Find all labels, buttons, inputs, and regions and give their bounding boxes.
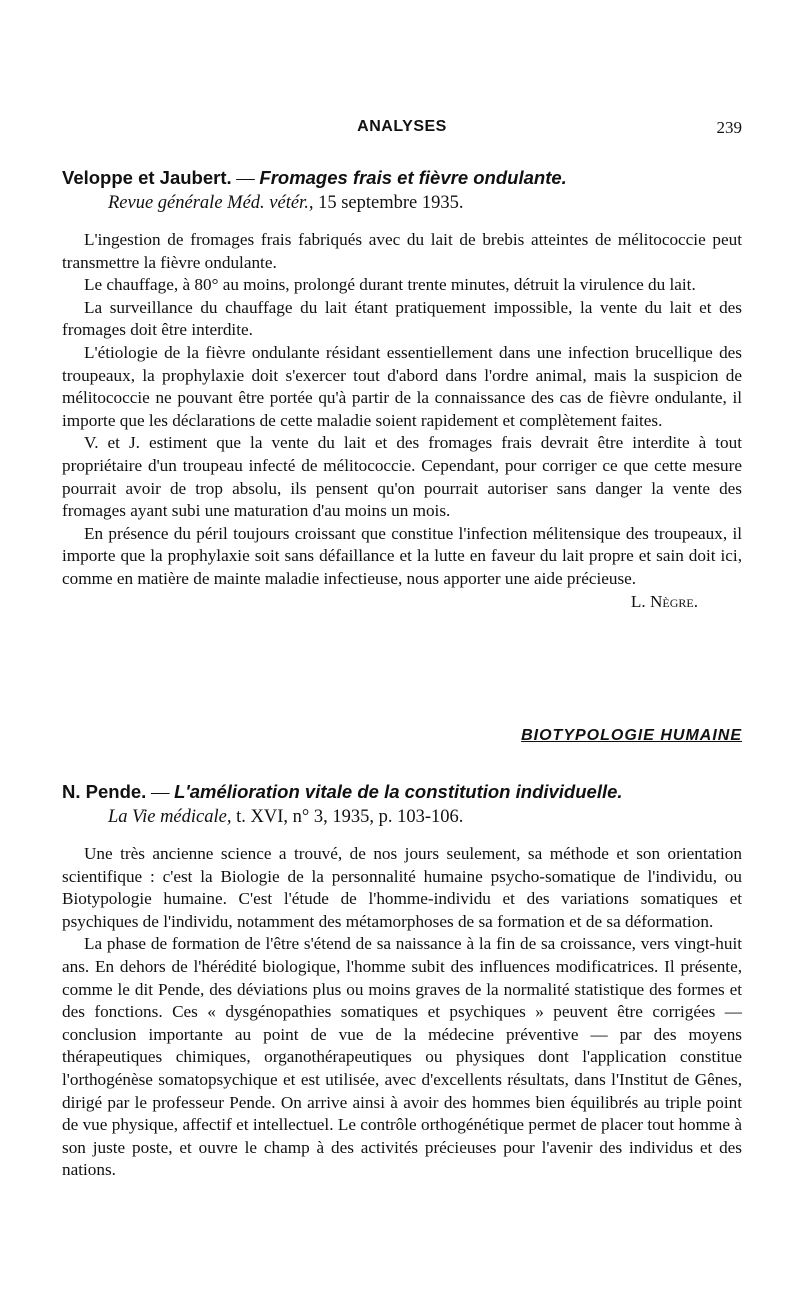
paragraph: L'ingestion de fromages frais fabriqués avec du lait de brebis atteintes de mélitococcie peut transmettre la fièvre ondulante. (62, 230, 742, 272)
paragraph: V. et J. estiment que la vente du lait et des fromages frais devrait être interdite à tout propriétaire d'un troupeau infecté de mélitococcie. Cependant, pour corriger ce que cette mesure pourrait avoir de trop absolu, ils pensent qu'on pourrait autoriser sans danger la vente des fromages ayant subi une maturation d'au moins un mois. (62, 433, 742, 521)
entry-title: Fromages frais et fièvre ondulante. (259, 167, 567, 188)
paragraph-text: En présence du péril toujours croissant que constitue l'infection mélitensique des troupeaux, il importe que la prophylaxie soit sans défaillance et la lutte en faveur du lait propre et sain doit ici, comme en matière de mainte maladie infectieuse, nous apporter une aide précieuse. (62, 523, 742, 588)
journal-name: Revue générale Méd. vétér., (108, 193, 314, 213)
running-head: ANALYSES (357, 118, 447, 135)
paragraph: La phase de formation de l'être s'étend de sa naissance à la fin de sa croissance, vers vingt-huit ans. En dehors de l'hérédité biologique, l'homme subit des influences modificatrices. Il présente, comme le dit Pende, des déviations plus ou moins graves de la normalité statistique des formes et des fonctions. Ces « dysgénopathies somatiques et psychiques » peuvent être corrigées — conclusion importante au point de vue de la médecine préventive — par des moyens thérapeutiques chimiques, organothérapeutiques ou physiques dont l'application constitue l'orthogénèse somatopsychique et est utilisée, avec d'excellents résultats, dans l'Institut de Gênes, dirigé par le professeur Pende. On arrive ainsi à avoir des hommes bien équilibrés au triple point de vue physique, affectif et intellectuel. Le contrôle orthogénétique permet de placer tout homme à son juste poste, et ouvre le champ à des activités précieuses pour l'avenir des individus et des nations. (62, 934, 742, 1180)
paragraph: Le chauffage, à 80° au moins, prolongé durant trente minutes, détruit la virulence du lait. (84, 275, 696, 295)
journal-name: La Vie médicale, (108, 807, 232, 827)
section-heading: BIOTYPOLOGIE HUMAINE (521, 727, 742, 744)
entry-dash: — (146, 783, 175, 803)
paragraph: L'étiologie de la fièvre ondulante résidant essentiellement dans une infection brucellique des troupeaux, la prophylaxie doit s'exercer tout d'abord dans l'ordre animal, mais la suspicion de mélitococcie ne pouvant être portée qu'à partir de la connaissance des cas de fièvre ondulante, il importe que les déclarations de cette maladie soient rapidement et complètement faites. (62, 342, 742, 430)
paragraph: La surveillance du chauffage du lait étant pratiquement impossible, la vente du lait et des fromages doit être interdite. (62, 297, 742, 340)
entry-citation (62, 191, 742, 215)
entry-heading (62, 166, 742, 215)
entry-body (62, 843, 742, 1182)
volume-pages: t. XVI, n° 3, 1935, p. 103-106. (236, 807, 464, 827)
paragraph-last (62, 523, 742, 611)
reviewer-signature: L. Nègre. (630, 591, 698, 611)
entry-author: N. Pende. (62, 781, 147, 802)
paragraph: Une très ancienne science a trouvé, de nos jours seulement, sa méthode et son orientation scientifique : c'est la Biologie de la personnalité humaine psycho-somatique de l'individu, ou Biotypologie humaine. C'est l'étude de l'homme-individu et des variations somatiques et psychiques de l'individu, notamment des métamorphoses de sa formation et de sa déformation. (62, 844, 742, 931)
entry-author: Veloppe et Jaubert. (62, 167, 232, 188)
entry-heading (62, 780, 742, 829)
entry-citation (62, 805, 742, 829)
page-header (62, 118, 742, 142)
publication-date: 15 septembre 1935. (318, 193, 464, 213)
entry-dash: — (231, 169, 260, 189)
page-number: 239 (716, 118, 742, 137)
entry-body (62, 229, 742, 613)
entry-title: L'amélioration vitale de la constitution individuelle. (174, 781, 623, 802)
